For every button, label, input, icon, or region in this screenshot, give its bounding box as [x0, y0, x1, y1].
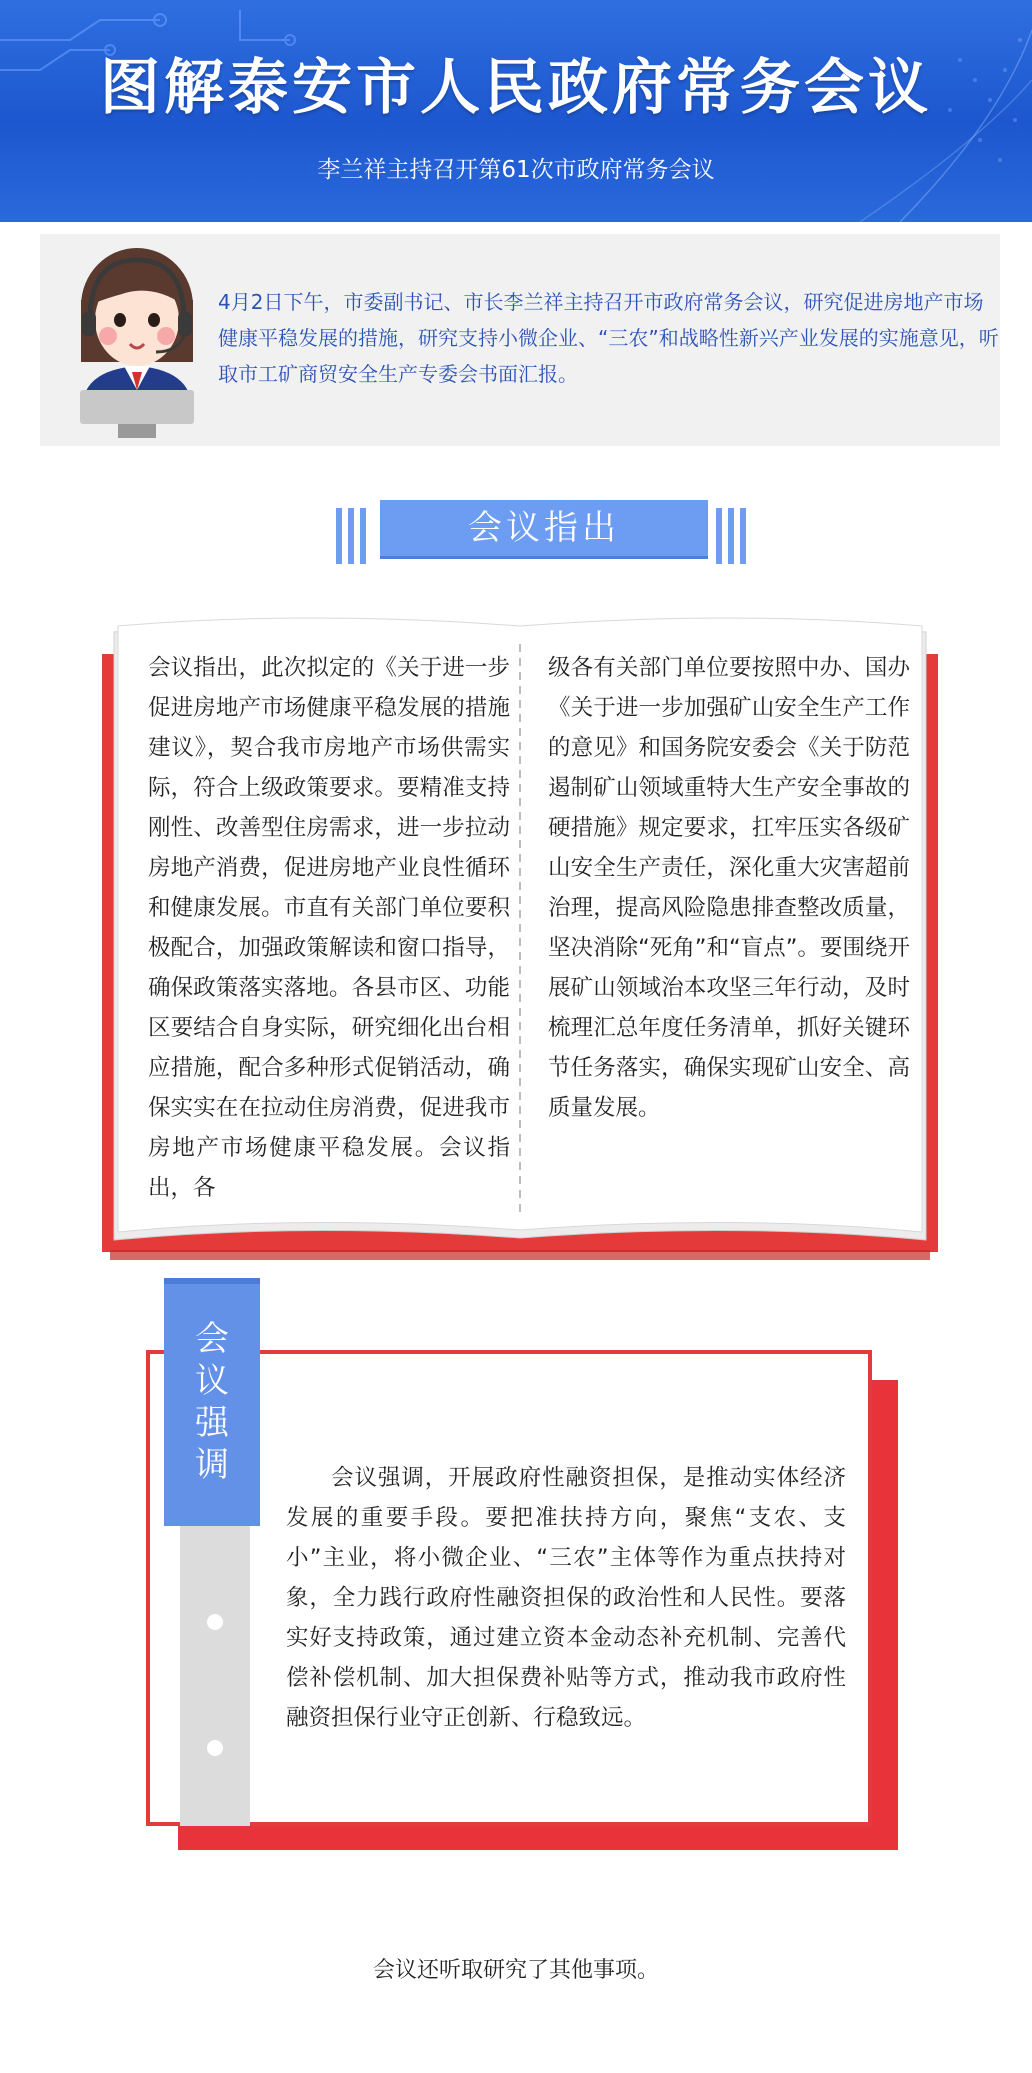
- section-tab: [164, 1278, 260, 1526]
- banner-stripe: [740, 508, 746, 564]
- page-title: 图解泰安市人民政府常务会议: [100, 53, 932, 123]
- section-heading-banner: [336, 500, 752, 570]
- closing-note: 会议还听取研究了其他事项。: [372, 1958, 659, 1983]
- page-subtitle: 李兰祥主持召开第61次市政府常务会议: [317, 157, 715, 183]
- banner-stripe: [348, 508, 354, 564]
- vertical-heading-text: 会议强调: [195, 1319, 229, 1485]
- banner-stripe: [728, 508, 734, 564]
- banner-stripe: [716, 508, 722, 564]
- banner-stripe: [336, 508, 342, 564]
- strip-dot: [207, 1740, 223, 1756]
- header-banner: [0, 0, 1032, 222]
- emphasis-panel: [140, 1278, 900, 1858]
- book-left-page-text: 会议指出，此次拟定的《关于进一步促进房地产市场健康平稳发展的措施建议》，契合我市房地产市场供需实际，符合上级政策要求。要精准支持刚性、改善型住房需求，进一步拉动房地产消费，促进房地产业良性循环和健康发展。市直有关部门单位要积极配合，加强政策解读和窗口指导，确保政策落实落地。各县市区、功能区要结合自身实际，研究细化出台相应措施，配合多种形式促销活动，确保实实在在拉动住房消费，促进我市房地产市场健康平稳发展。会议指出，各: [148, 655, 510, 1201]
- section-heading-vertical: [164, 1318, 260, 1486]
- emphasis-paragraph: 会议强调，开展政府性融资担保，是推动实体经济发展的重要手段。要把准扶持方向，聚焦“支农、支小”主业，将小微企业、“三农”主体等作为重点扶持对象，全力践行政府性融资担保的政治性和人民性。要落实好支持政策，通过建立资本金动态补充机制、完善代偿补偿机制、加大担保费补贴等方式，推动我市政府性融资担保行业守正创新、行稳致远。: [286, 1465, 846, 1731]
- intro-panel: [40, 234, 1000, 446]
- banner-stripe: [360, 508, 366, 564]
- open-book-panel: [96, 610, 944, 1260]
- book-right-page-text: 级各有关部门单位要按照中办、国办《关于进一步加强矿山安全生产工作的意见》和国务院安委会《关于防范遏制矿山领域重特大生产安全事故的硬措施》规定要求，扛牢压实各级矿山安全生产责任，深化重大灾害超前治理，提高风险隐患排查整改质量，坚决消除“死角”和“盲点”。要围绕开展矿山领域治本攻坚三年行动，及时梳理汇总年度任务清单，抓好关键环节任务落实，确保实现矿山安全、高质量发展。: [548, 655, 910, 1121]
- announcer-avatar-icon: [52, 240, 222, 440]
- strip-dot: [207, 1614, 223, 1630]
- section-heading: 会议指出: [380, 500, 708, 556]
- intro-paragraph: 4月2日下午，市委副书记、市长李兰祥主持召开市政府常务会议，研究促进房地产市场健康平稳发展的措施，研究支持小微企业、“三农”和战略性新兴产业发展的实施意见，听取市工矿商贸安全生产专委会书面汇报。: [218, 290, 999, 386]
